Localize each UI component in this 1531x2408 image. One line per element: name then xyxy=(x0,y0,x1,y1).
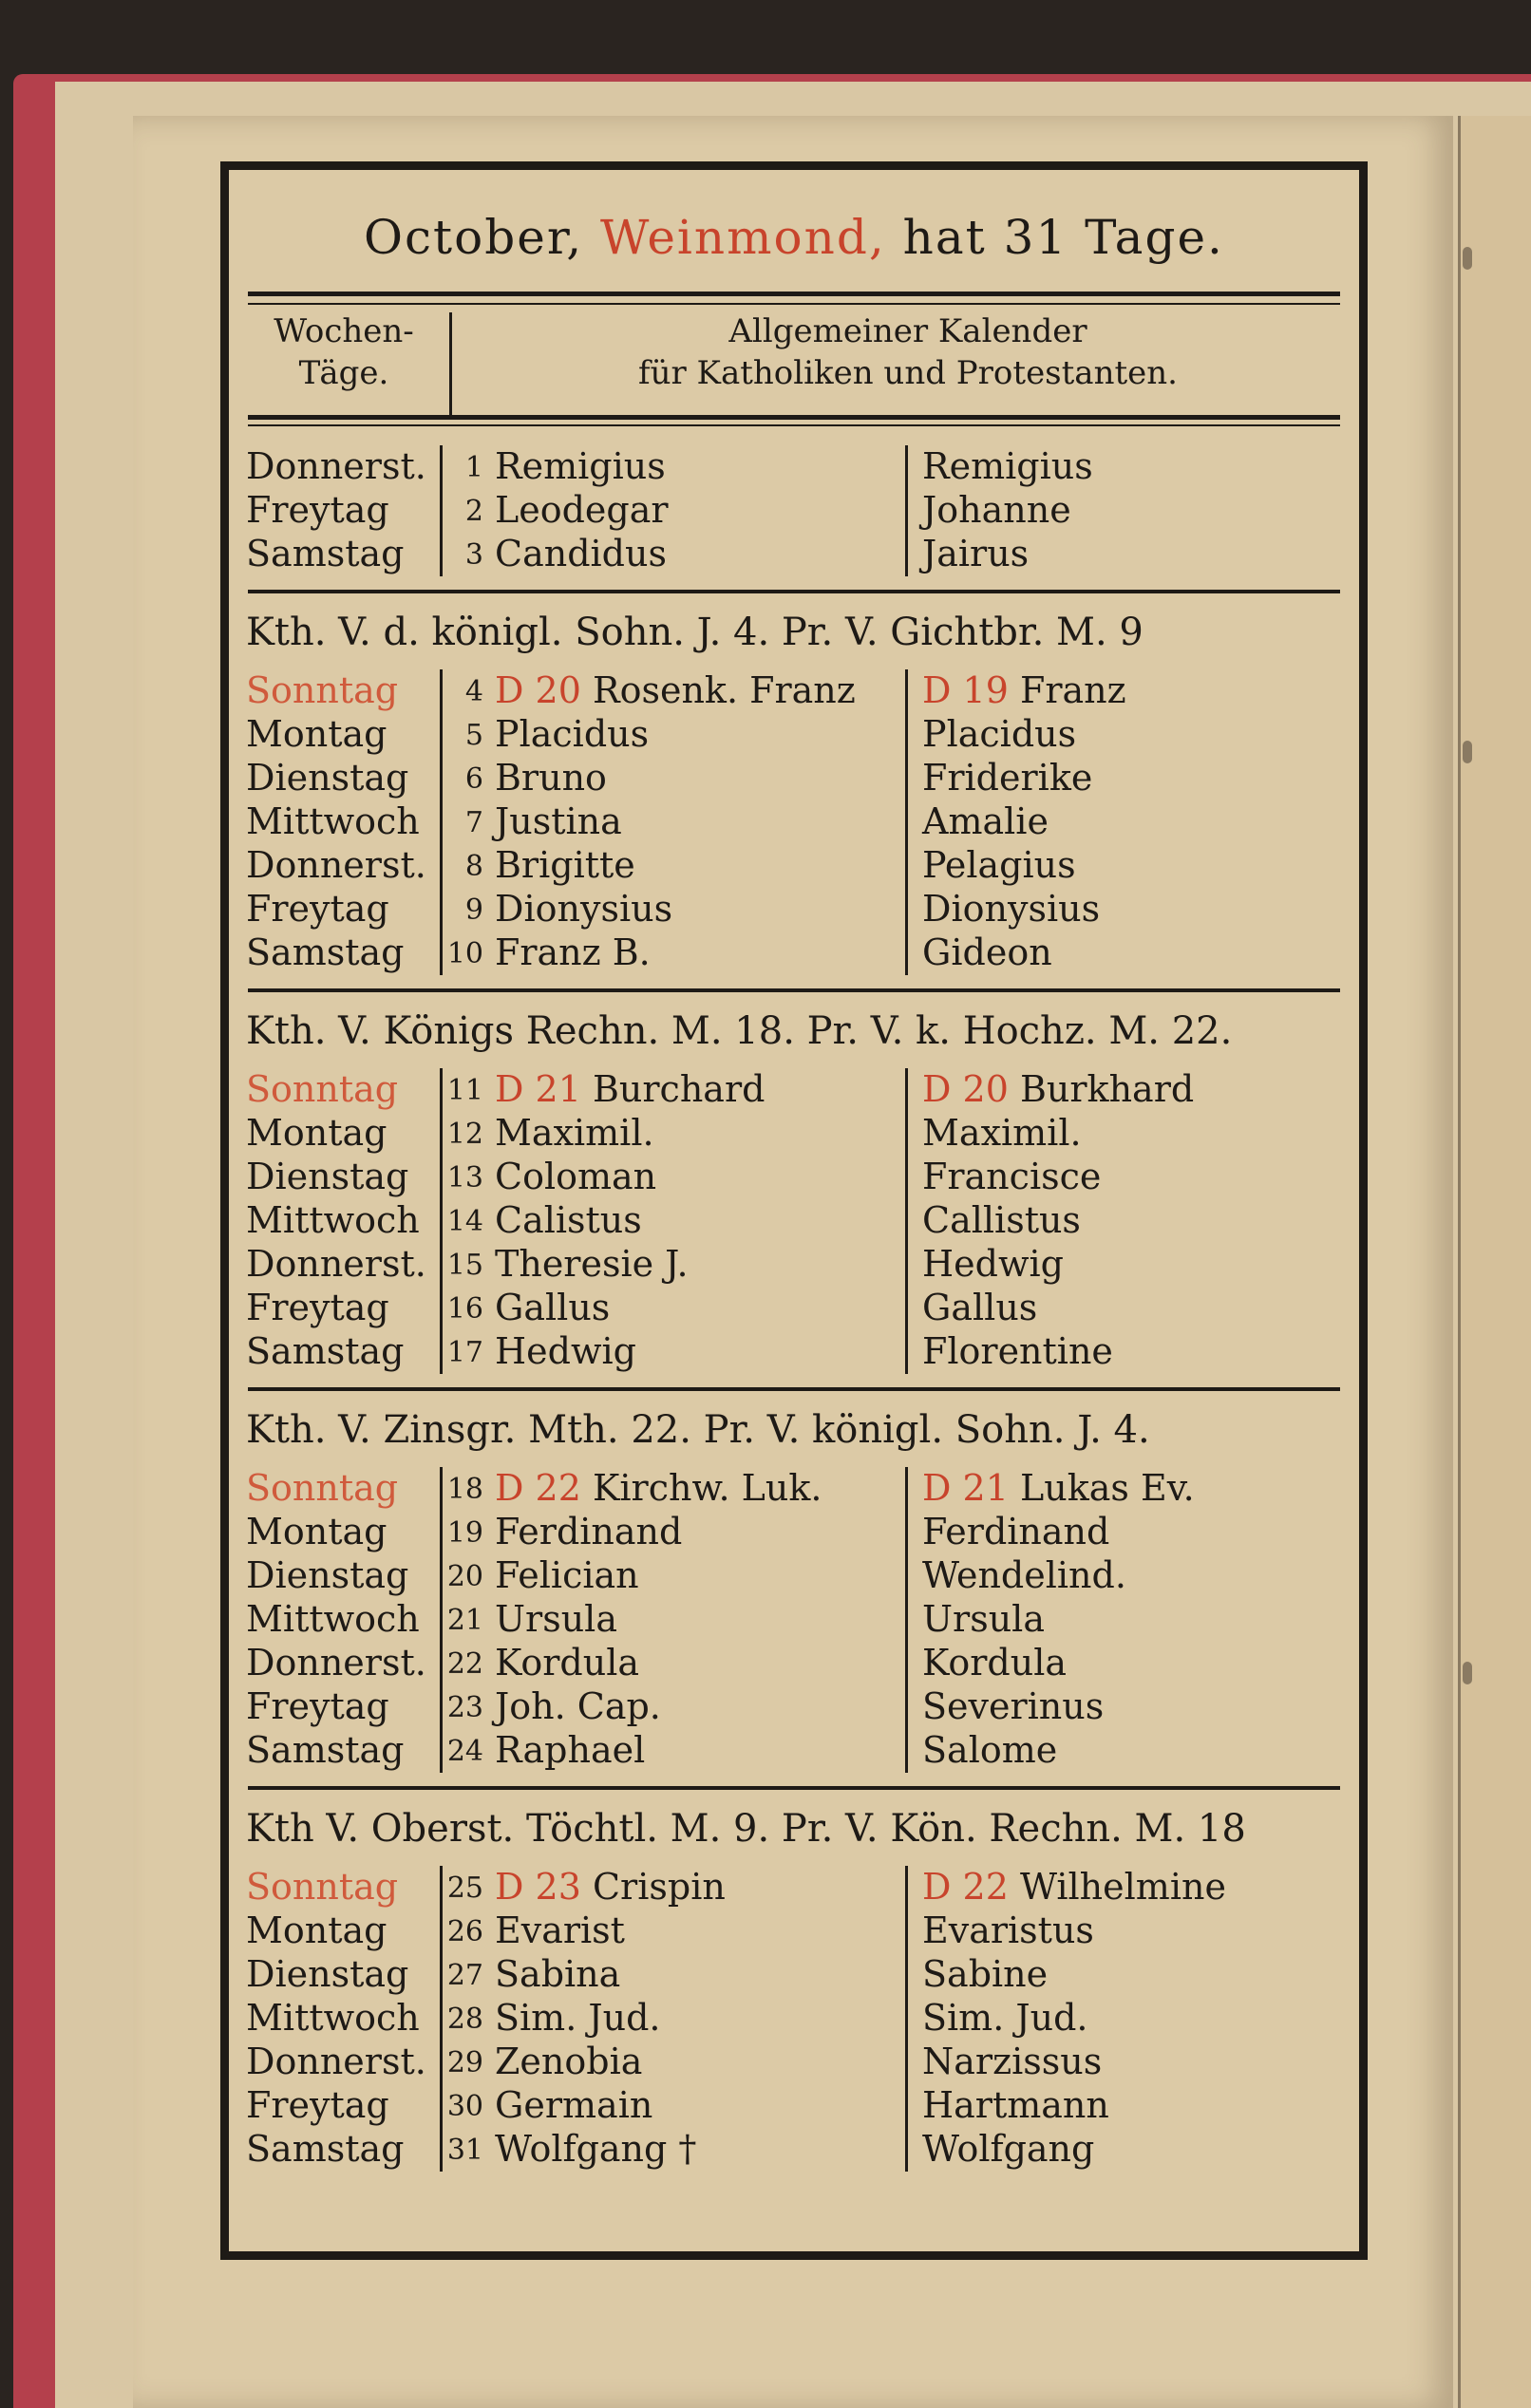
day-number: 23 xyxy=(446,1691,483,1724)
protestant-saint: Dionysius xyxy=(922,888,1101,930)
weekday-name: Sonntag xyxy=(246,1467,399,1509)
calendar-row xyxy=(229,1685,1359,1729)
weekday-name: Freytag xyxy=(246,1685,389,1727)
calendar-row xyxy=(229,844,1359,888)
calendar-row xyxy=(229,2128,1359,2172)
protestant-saint: Gideon xyxy=(922,931,1052,973)
weekday-name: Mittwoch xyxy=(246,1997,420,2039)
weekday-name: Sonntag xyxy=(246,1068,399,1110)
protestant-saint: Sabine xyxy=(922,1953,1049,1995)
protestant-saint: D 21 Lukas Ev. xyxy=(922,1467,1195,1509)
day-number: 28 xyxy=(446,2003,483,2036)
day-number: 6 xyxy=(464,762,483,796)
calendar-row xyxy=(229,1642,1359,1685)
weekday-name: Montag xyxy=(246,1112,387,1154)
protestant-saint: Maximil. xyxy=(922,1112,1082,1154)
calendar-row xyxy=(229,1729,1359,1773)
weekday-name: Dienstag xyxy=(246,1554,409,1596)
catholic-saint: Kordula xyxy=(495,1642,640,1684)
protestant-saint: Placidus xyxy=(922,713,1077,755)
week-heading: Kth. V. Königs Rechn. M. 18. Pr. V. k. Hochz. M. 22. xyxy=(246,1009,1233,1053)
catholic-saint: Franz B. xyxy=(495,931,651,973)
days-count: hat 31 Tage. xyxy=(902,210,1224,265)
catholic-saint: Ursula xyxy=(495,1598,617,1640)
catholic-saint: Gallus xyxy=(495,1287,611,1328)
weekday-name: Mittwoch xyxy=(246,1199,420,1241)
column-divider xyxy=(440,1068,443,1374)
weekday-name: Montag xyxy=(246,1909,387,1951)
catholic-saint: Candidus xyxy=(495,533,667,574)
week-heading: Kth. V. d. königl. Sohn. J. 4. Pr. V. Gichtbr. M. 9 xyxy=(246,611,1144,654)
catholic-saint: D 22 Kirchw. Luk. xyxy=(495,1467,822,1509)
weekday-name: Donnerst. xyxy=(246,1642,426,1684)
weekday-name: Donnerst. xyxy=(246,445,426,487)
catholic-saint: Bruno xyxy=(495,757,607,799)
calendar-table xyxy=(220,161,1368,2260)
catholic-saint: Sim. Jud. xyxy=(495,1997,661,2039)
column-divider xyxy=(905,669,908,975)
weekday-name: Sonntag xyxy=(246,669,399,711)
column-headers xyxy=(229,310,1359,424)
catholic-saint: Zenobia xyxy=(495,2041,643,2082)
catholic-saint: Ferdinand xyxy=(495,1511,683,1552)
week-divider xyxy=(248,1786,1340,1790)
calendar-row xyxy=(229,1156,1359,1199)
week-divider xyxy=(248,590,1340,593)
day-number: 17 xyxy=(446,1336,483,1369)
day-number: 1 xyxy=(464,451,483,484)
week-heading: Kth. V. Zinsgr. Mth. 22. Pr. V. königl. Sohn. J. 4. xyxy=(246,1408,1150,1452)
day-number: 7 xyxy=(464,806,483,839)
calendar-row xyxy=(229,1997,1359,2041)
day-number: 20 xyxy=(446,1560,483,1593)
month-label: October, xyxy=(364,210,584,265)
day-number: 22 xyxy=(446,1647,483,1681)
day-number: 29 xyxy=(446,2046,483,2079)
calendar-column-header xyxy=(466,310,1350,394)
calendar-row xyxy=(229,1909,1359,1953)
day-number: 30 xyxy=(446,2090,483,2123)
day-number: 11 xyxy=(446,1074,483,1107)
day-number: 2 xyxy=(464,495,483,528)
calendar-header-line1: Allgemeiner Kalender xyxy=(728,312,1087,350)
weekday-column-header: Wochen- Täge. xyxy=(274,312,414,392)
column-divider xyxy=(440,1467,443,1773)
calendar-row xyxy=(229,888,1359,931)
page-title xyxy=(229,210,1359,265)
catholic-saint: D 23 Crispin xyxy=(495,1866,726,1908)
week-divider xyxy=(248,1387,1340,1391)
protestant-saint: Wendelind. xyxy=(922,1554,1126,1596)
protestant-saint: Friderike xyxy=(922,757,1093,799)
day-number: 10 xyxy=(446,937,483,970)
weekday-name: Samstag xyxy=(246,2128,405,2170)
month-name-red: Weinmond, xyxy=(600,210,886,265)
weekday-name: Donnerst. xyxy=(246,844,426,886)
catholic-saint: Sabina xyxy=(495,1953,621,1995)
catholic-saint: D 21 Burchard xyxy=(495,1068,766,1110)
catholic-saint: Wolfgang † xyxy=(495,2128,697,2170)
catholic-saint: Felician xyxy=(495,1554,639,1596)
catholic-saint: Remigius xyxy=(495,445,666,487)
column-divider xyxy=(440,669,443,975)
calendar-row xyxy=(229,1598,1359,1642)
weekday-name: Freytag xyxy=(246,1287,389,1328)
protestant-saint: Pelagius xyxy=(922,844,1076,886)
catholic-saint: Joh. Cap. xyxy=(495,1685,661,1727)
weekday-name: Sonntag xyxy=(246,1866,399,1908)
divider xyxy=(248,415,1340,420)
calendar-row xyxy=(229,2041,1359,2084)
binding-stitch xyxy=(1463,1662,1472,1684)
weekday-name: Mittwoch xyxy=(246,800,420,842)
weekday-name: Donnerst. xyxy=(246,1243,426,1285)
calendar-row xyxy=(229,2084,1359,2128)
column-divider xyxy=(440,445,443,576)
day-number: 19 xyxy=(446,1516,483,1550)
column-divider xyxy=(905,1068,908,1374)
protestant-saint: Narzissus xyxy=(922,2041,1103,2082)
day-number: 3 xyxy=(464,538,483,572)
day-number: 12 xyxy=(446,1118,483,1151)
weekday-name: Samstag xyxy=(246,931,405,973)
column-divider xyxy=(905,1866,908,2172)
week-heading: Kth V. Oberst. Töchtl. M. 9. Pr. V. Kön. Rechn. M. 18 xyxy=(246,1807,1246,1851)
facing-page-edge xyxy=(1458,116,1531,2408)
day-number: 27 xyxy=(446,1959,483,1992)
calendar-row xyxy=(229,1953,1359,1997)
protestant-saint: D 19 Franz xyxy=(922,669,1126,711)
protestant-saint: Wolfgang xyxy=(922,2128,1095,2170)
protestant-saint: Johanne xyxy=(922,489,1071,531)
weekday-name: Freytag xyxy=(246,489,389,531)
protestant-saint: D 20 Burkhard xyxy=(922,1068,1195,1110)
weekday-name: Dienstag xyxy=(246,1953,409,1995)
protestant-saint: Florentine xyxy=(922,1330,1113,1372)
calendar-row xyxy=(229,489,1359,533)
weekday-name: Samstag xyxy=(246,533,405,574)
calendar-row xyxy=(229,1112,1359,1156)
calendar-row xyxy=(229,713,1359,757)
binding-stitch xyxy=(1463,741,1472,763)
weekday-name: Mittwoch xyxy=(246,1598,420,1640)
catholic-saint: Calistus xyxy=(495,1199,642,1241)
calendar-row xyxy=(229,1243,1359,1287)
protestant-saint: Hartmann xyxy=(922,2084,1109,2126)
calendar-row xyxy=(229,1199,1359,1243)
catholic-saint: Leodegar xyxy=(495,489,669,531)
day-number: 31 xyxy=(446,2134,483,2167)
calendar-row xyxy=(229,1467,1359,1511)
weekday-name: Freytag xyxy=(246,2084,389,2126)
catholic-saint: Coloman xyxy=(495,1156,657,1197)
protestant-saint: Evaristus xyxy=(922,1909,1094,1951)
protestant-saint: Ferdinand xyxy=(922,1511,1110,1552)
calendar-row xyxy=(229,1866,1359,1909)
weekday-name: Donnerst. xyxy=(246,2041,426,2082)
catholic-saint: Germain xyxy=(495,2084,653,2126)
weekday-name: Dienstag xyxy=(246,1156,409,1197)
calendar-row xyxy=(229,1511,1359,1554)
day-number: 9 xyxy=(464,894,483,927)
column-divider xyxy=(440,1866,443,2172)
day-number: 26 xyxy=(446,1915,483,1948)
protestant-saint: Callistus xyxy=(922,1199,1081,1241)
calendar-row xyxy=(229,1287,1359,1330)
day-number: 4 xyxy=(464,675,483,708)
calendar-row xyxy=(229,533,1359,576)
day-number: 15 xyxy=(446,1249,483,1282)
calendar-row xyxy=(229,757,1359,800)
catholic-saint: Hedwig xyxy=(495,1330,636,1372)
catholic-saint: Evarist xyxy=(495,1909,625,1951)
protestant-saint: Ursula xyxy=(922,1598,1045,1640)
calendar-row xyxy=(229,669,1359,713)
catholic-saint: Maximil. xyxy=(495,1112,654,1154)
week-divider xyxy=(248,988,1340,992)
protestant-saint: Francisce xyxy=(922,1156,1102,1197)
day-number: 13 xyxy=(446,1161,483,1195)
calendar-row xyxy=(229,931,1359,975)
catholic-saint: Justina xyxy=(495,800,622,842)
day-number: 24 xyxy=(446,1735,483,1768)
column-divider xyxy=(905,445,908,576)
catholic-saint: Raphael xyxy=(495,1729,646,1771)
divider xyxy=(248,303,1340,305)
binding-stitch xyxy=(1463,247,1472,270)
column-divider xyxy=(449,312,452,417)
weekday-name: Freytag xyxy=(246,888,389,930)
protestant-saint: D 22 Wilhelmine xyxy=(922,1866,1226,1908)
catholic-saint: Brigitte xyxy=(495,844,635,886)
protestant-saint: Hedwig xyxy=(922,1243,1064,1285)
protestant-saint: Jairus xyxy=(922,533,1030,574)
calendar-row xyxy=(229,1330,1359,1374)
day-number: 18 xyxy=(446,1473,483,1506)
day-number: 14 xyxy=(446,1205,483,1238)
day-number: 25 xyxy=(446,1872,483,1905)
calendar-header-line2: für Katholiken und Protestanten. xyxy=(638,354,1178,392)
weekday-name: Samstag xyxy=(246,1330,405,1372)
day-number: 16 xyxy=(446,1292,483,1326)
catholic-saint: D 20 Rosenk. Franz xyxy=(495,669,856,711)
weekday-name: Montag xyxy=(246,1511,387,1552)
day-number: 8 xyxy=(464,850,483,883)
protestant-saint: Remigius xyxy=(922,445,1093,487)
day-number: 21 xyxy=(446,1604,483,1637)
calendar-row xyxy=(229,445,1359,489)
weekday-name: Montag xyxy=(246,713,387,755)
calendar-row xyxy=(229,800,1359,844)
column-divider xyxy=(905,1467,908,1773)
protestant-saint: Severinus xyxy=(922,1685,1105,1727)
weekday-name: Samstag xyxy=(246,1729,405,1771)
catholic-saint: Dionysius xyxy=(495,888,673,930)
protestant-saint: Amalie xyxy=(922,800,1049,842)
divider xyxy=(248,292,1340,296)
protestant-saint: Kordula xyxy=(922,1642,1068,1684)
divider xyxy=(248,424,1340,426)
catholic-saint: Theresie J. xyxy=(495,1243,689,1285)
protestant-saint: Salome xyxy=(922,1729,1058,1771)
calendar-row xyxy=(229,1554,1359,1598)
protestant-saint: Gallus xyxy=(922,1287,1038,1328)
calendar-row xyxy=(229,1068,1359,1112)
catholic-saint: Placidus xyxy=(495,713,650,755)
protestant-saint: Sim. Jud. xyxy=(922,1997,1088,2039)
weekday-name: Dienstag xyxy=(246,757,409,799)
day-number: 5 xyxy=(464,719,483,752)
